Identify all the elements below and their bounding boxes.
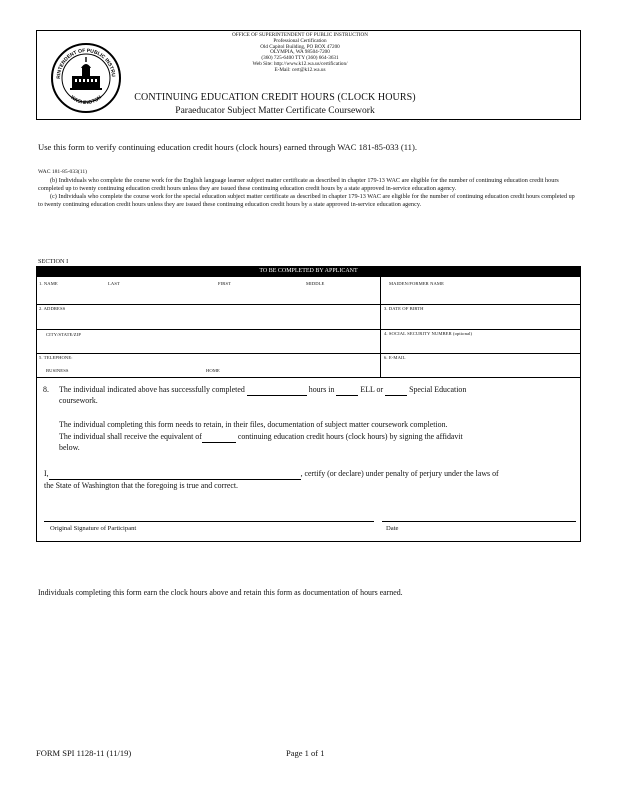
participant-name-field[interactable] <box>49 470 301 480</box>
item-8-text-e: coursework. <box>59 396 98 405</box>
seal-text-bottom: WASHINGTON <box>69 94 103 107</box>
divider <box>36 329 581 330</box>
business-phone-field[interactable] <box>80 362 200 374</box>
retain-line-2 <box>59 432 569 443</box>
wac-heading: WAC 181-85-033(11) <box>38 169 88 175</box>
divider <box>36 377 581 378</box>
retain-line-1: The individual completing this form needs to retain, in their files, documentation of subject matter coursework completion. <box>59 420 448 429</box>
item-8-text-c: ELL or <box>360 385 384 394</box>
page-number: Page 1 of 1 <box>286 748 325 758</box>
applicant-form <box>36 266 581 542</box>
office-line: E-Mail: cert@k12.wa.us <box>274 66 326 73</box>
office-line: Old Capitol Building, PO BOX 47200 <box>260 43 340 50</box>
certify-text-b: the State of Washington that the foregoing is true and correct. <box>44 481 239 490</box>
wac-paragraph-c: (c) Individuals who complete the course work for the special education subject matter certificate as described in chapter 179-13 WAC are eligible for the number of continuing education credit hours completed up to twenty continuing education credit hours unless they are issued these continuing education credit hours by a state approved in-service education agency. <box>38 193 575 209</box>
dob-label: 3. DATE OF BIRTH <box>384 306 424 311</box>
certify-text-a: , certify (or declare) under penalty of perjury under the laws of <box>300 469 499 478</box>
name-label: 1. NAME <box>39 281 58 286</box>
seal-text-top: RINTENDENT OF PUBLIC INSTRU <box>55 47 117 79</box>
special-education-field[interactable] <box>385 386 407 396</box>
home-phone-label: HOME <box>206 368 220 373</box>
divider <box>380 277 381 377</box>
form-title: CONTINUING EDUCATION CREDIT HOURS (CLOCK HOURS) <box>134 92 416 103</box>
item-8-text-b: hours in <box>308 385 335 394</box>
date-field[interactable] <box>382 505 576 520</box>
maiden-name-label: MAIDEN/FORMER NAME <box>389 281 445 286</box>
email-label: 6. E-MAIL <box>384 355 406 360</box>
last-name-label: LAST <box>108 281 120 286</box>
item-8-text-d: Special Education <box>409 385 467 394</box>
first-name-label: FIRST <box>218 281 232 286</box>
item-8-text-a: The individual indicated above has successfully completed <box>59 385 245 394</box>
date-label: Date <box>386 525 399 532</box>
office-line: Professional Certification <box>273 37 327 44</box>
maiden-name-field[interactable] <box>383 288 578 302</box>
form-number: FORM SPI 1128-11 (11/19) <box>36 748 132 758</box>
office-line: OLYMPIA, WA 98504-7200 <box>270 49 330 56</box>
office-address-block <box>200 33 400 74</box>
signature-field[interactable] <box>44 505 374 520</box>
ssn-label: 4. SOCIAL SECURITY NUMBER (optional) <box>384 331 473 336</box>
office-line: OFFICE OF SUPERINTENDENT OF PUBLIC INSTRUCTION <box>231 32 369 38</box>
office-line: Web Site: http://www.k12.wa.us/certification/ <box>252 60 348 67</box>
city-state-zip-label: CITY/STATE/ZIP <box>46 332 81 337</box>
section-label: SECTION I <box>38 258 69 265</box>
dob-field[interactable] <box>383 313 578 327</box>
certify-line <box>44 469 564 480</box>
footer-note: Individuals completing this form earn the clock hours above and retain this form as documentation of hours earned. <box>38 588 403 597</box>
item-8-number: 8. <box>43 385 49 394</box>
equivalent-hours-field[interactable] <box>202 433 236 443</box>
business-phone-label: BUSINESS <box>46 368 69 373</box>
city-state-zip-field[interactable] <box>38 338 378 352</box>
telephone-label: 5. TELEPHONE: <box>39 355 73 360</box>
intro-text: Use this form to verify continuing education credit hours (clock hours) earned through WAC 181-85-033 (11). <box>38 142 417 152</box>
signature-line <box>44 521 374 522</box>
certify-i: I, <box>44 469 49 478</box>
signature-label: Original Signature of Participant <box>50 525 137 532</box>
home-phone-field[interactable] <box>225 362 375 374</box>
email-field[interactable] <box>383 362 578 374</box>
form-bar-title: TO BE COMPLETED BY APPLICANT <box>36 266 581 277</box>
middle-name-label: MIDDLE <box>306 281 325 286</box>
ell-field[interactable] <box>336 386 358 396</box>
date-line <box>382 521 576 522</box>
retain-line-2b: continuing education credit hours (clock hours) by signing the affidavit <box>237 432 463 441</box>
retain-line-3: below. <box>59 443 80 452</box>
ospi-seal-logo <box>50 42 122 114</box>
wac-paragraph-b: (b) Individuals who complete the course work for the English language learner subject matter certificate as described in chapter 179-13 WAC are eligible for the number of continuing education credit hours completed up to twenty continuing education credit hours unless they are issued these continuing education credit hours by a state approved in-service education agency. <box>38 177 559 193</box>
form-subtitle: Paraeducator Subject Matter Certificate Coursework <box>175 106 375 116</box>
divider <box>36 304 581 305</box>
hours-completed-field[interactable] <box>247 386 307 396</box>
name-field[interactable] <box>38 288 378 302</box>
divider <box>36 353 581 354</box>
retain-line-2a: The individual shall receive the equivalent of <box>59 432 202 441</box>
office-line: (360) 725-6400 TTY (360) 664-3631 <box>261 55 339 62</box>
address-field[interactable] <box>38 313 378 327</box>
address-label: 2. ADDRESS <box>39 306 66 311</box>
item-8-text <box>59 385 559 396</box>
ssn-field[interactable] <box>383 338 578 352</box>
wac-text <box>38 177 578 209</box>
